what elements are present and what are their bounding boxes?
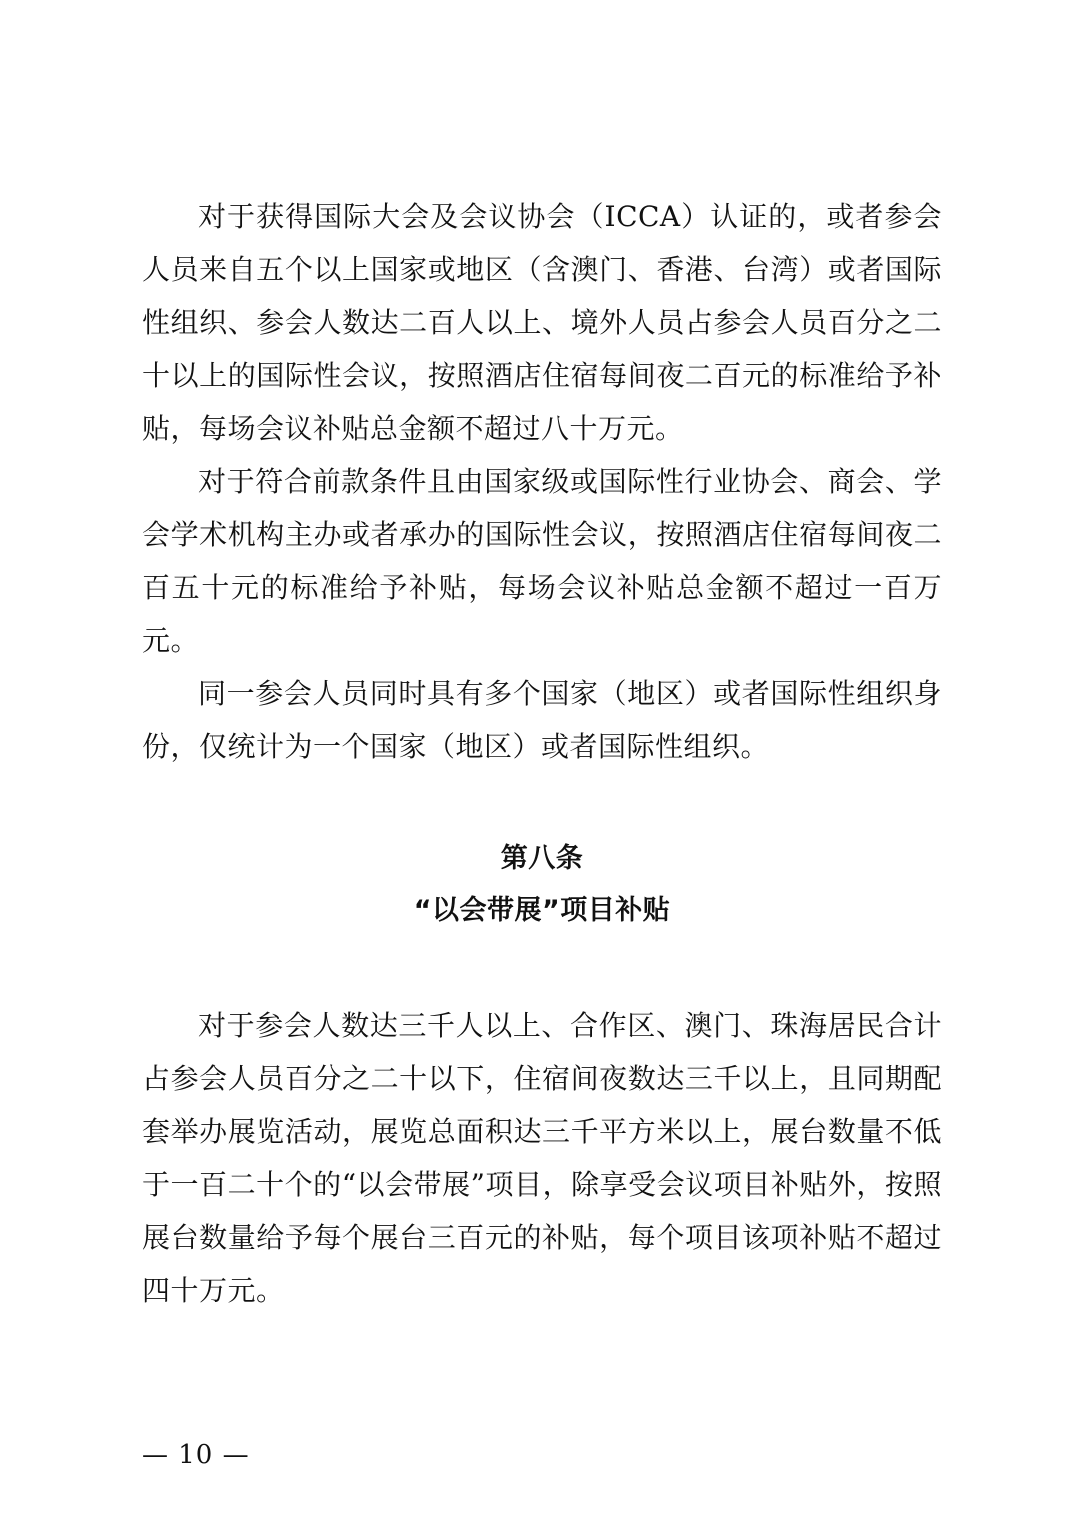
article-title: “以会带展”项目补贴 (413, 895, 671, 926)
paragraph-exhibition-subsidy: 对于参会人数达三千人以上、合作区、澳门、珠海居民合计占参会人员百分之二十以下，住宿间夜数达三千以上，且同期配套举办展览活动，展览总面积达三千平方米以上，展台数量不低于一百二十个的“以会带展”项目，除享受会议项目补贴外，按照展台数量给予每个展台三百元的补贴，每个项目该项补贴不超过四十万元。 (142, 1009, 942, 1307)
document-body (142, 190, 942, 1317)
page-number: — 10 — (142, 1440, 250, 1470)
article-heading (142, 833, 942, 937)
paragraph-participant-count-rule: 同一参会人员同时具有多个国家（地区）或者国际性组织身份，仅统计为一个国家（地区）或者国际性组织。 (142, 677, 942, 763)
article-number: 第八条 (500, 843, 584, 874)
paragraph-icca-subsidy: 对于获得国际大会及会议协会（ICCA）认证的，或者参会人员来自五个以上国家或地区（含澳门、香港、台湾）或者国际性组织、参会人数达二百人以上、境外人员占参会人员百分之二十以上的国际性会议，按照酒店住宿每间夜二百元的标准给予补贴，每场会议补贴总金额不超过八十万元。 (142, 200, 942, 445)
paragraph-association-subsidy: 对于符合前款条件且由国家级或国际性行业协会、商会、学会学术机构主办或者承办的国际性会议，按照酒店住宿每间夜二百五十元的标准给予补贴，每场会议补贴总金额不超过一百万元。 (142, 465, 942, 657)
